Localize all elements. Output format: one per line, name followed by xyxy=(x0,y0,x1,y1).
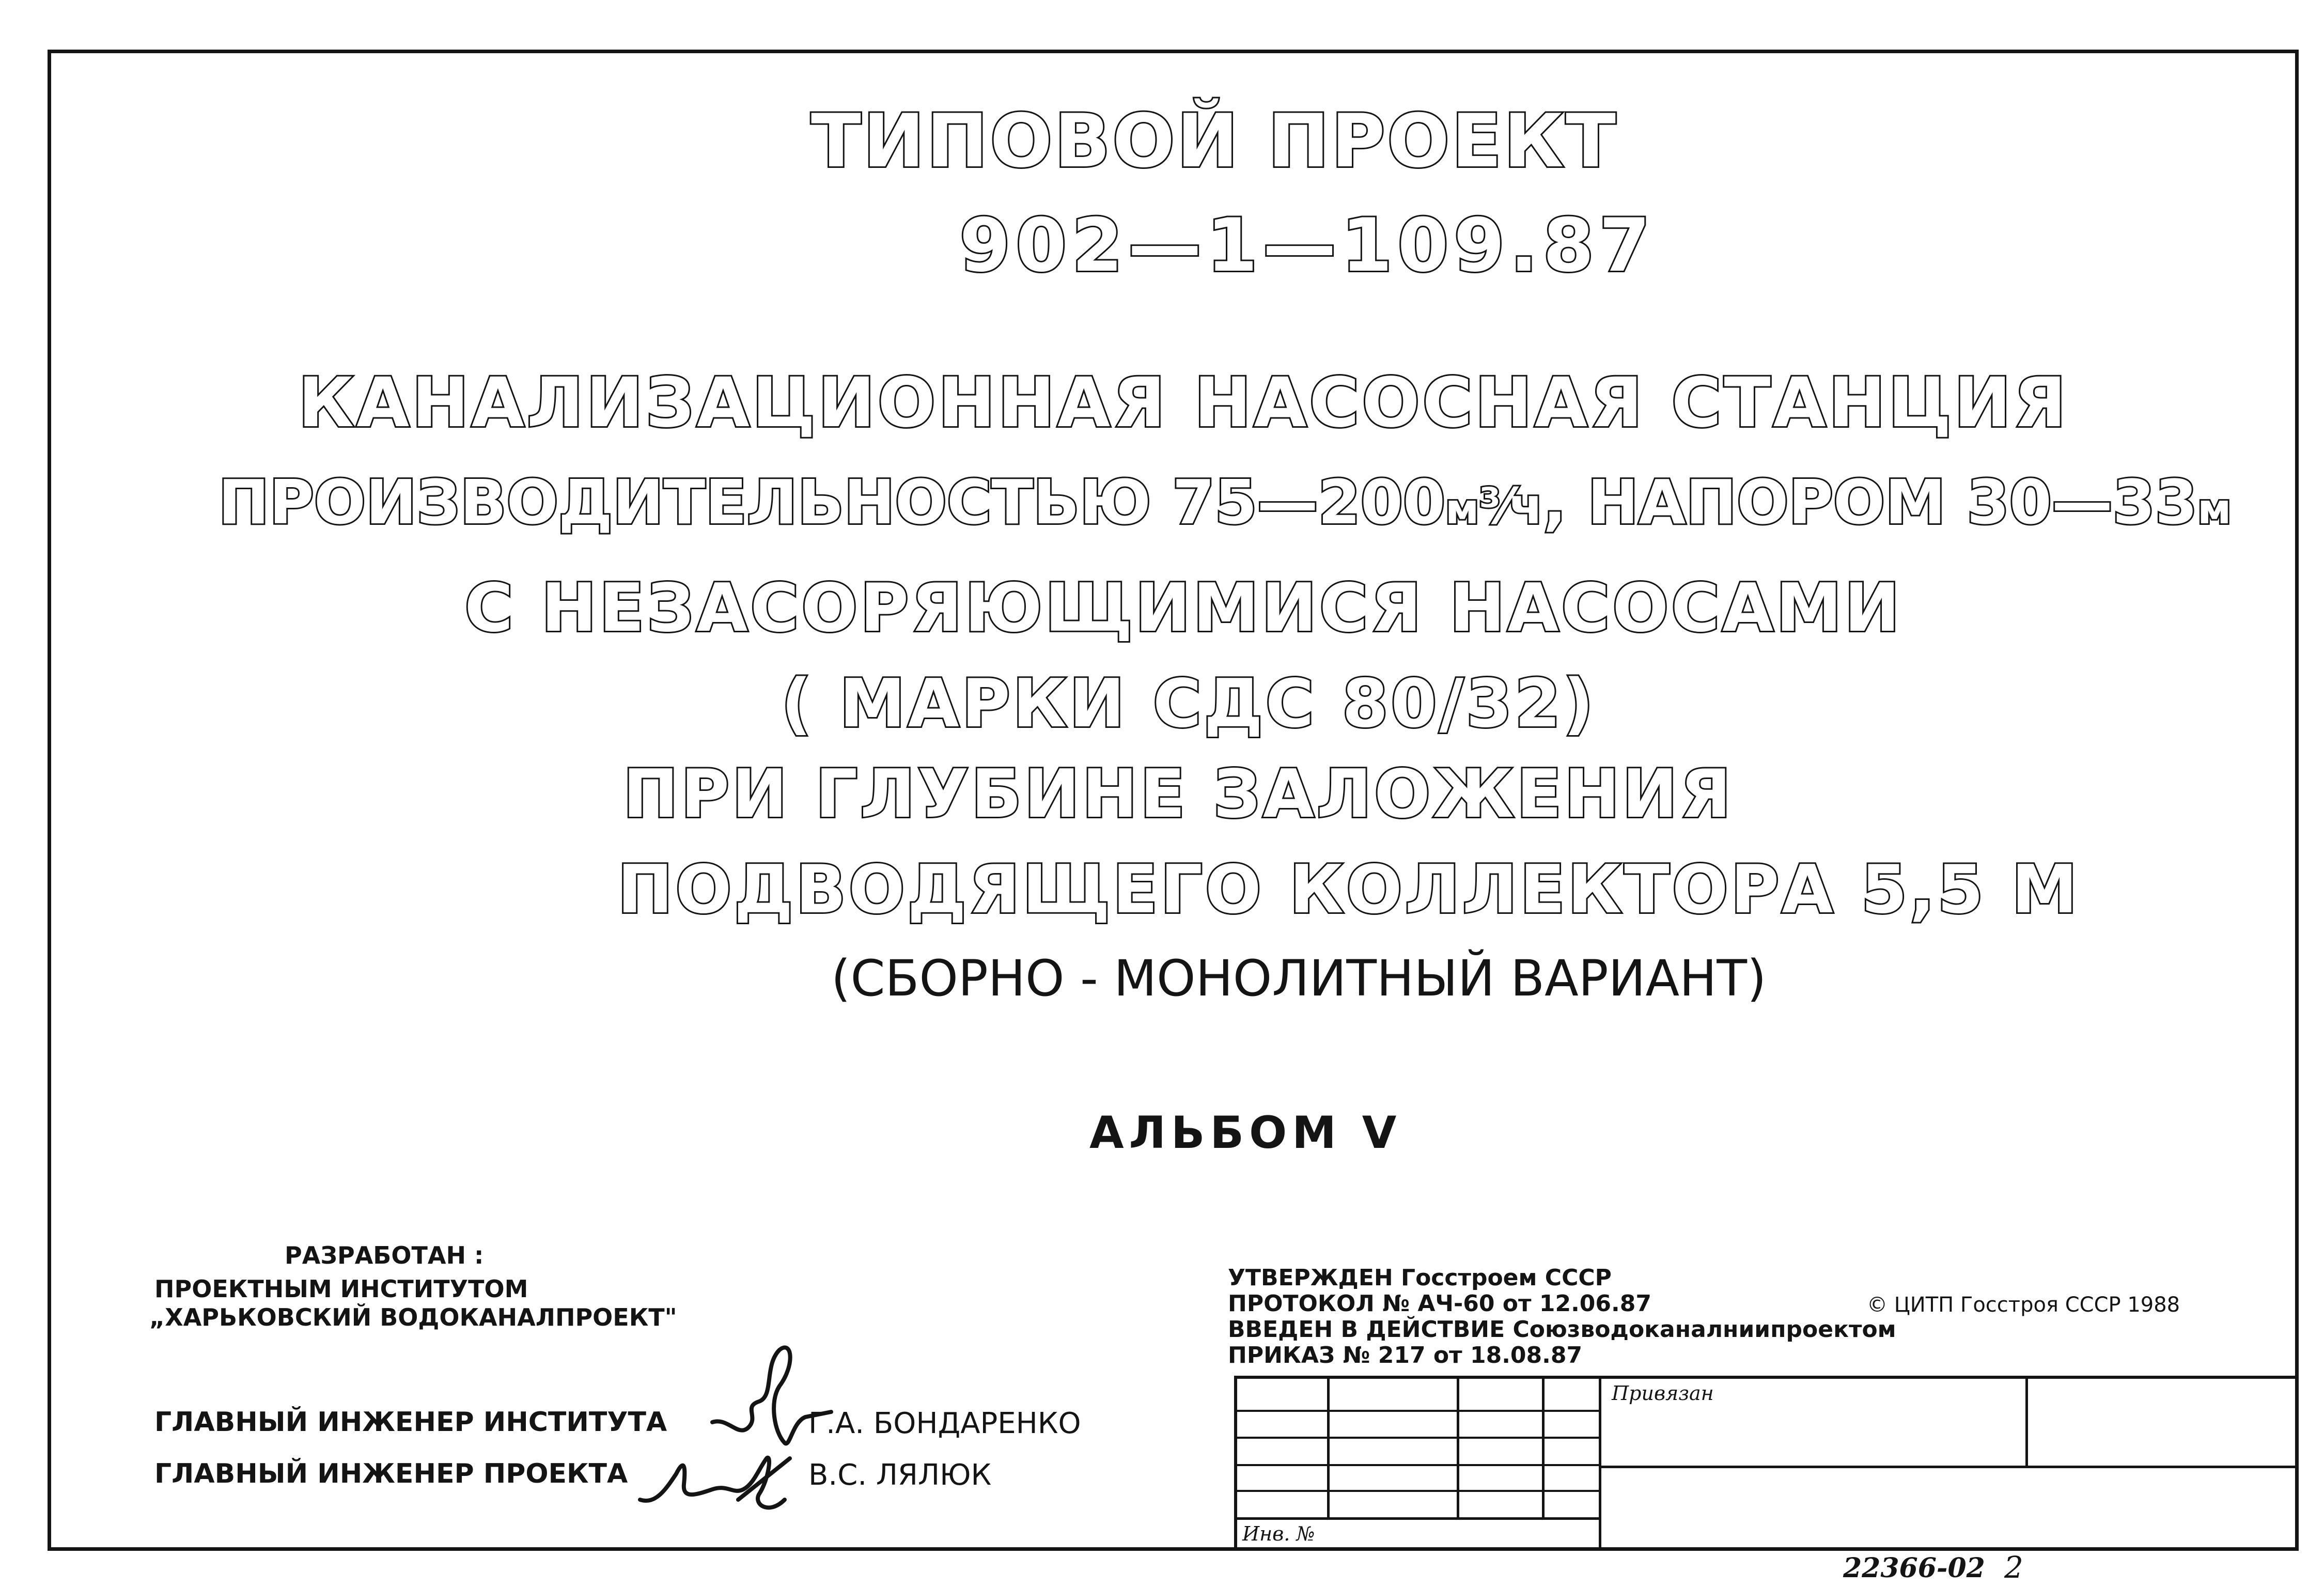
stamp-hline xyxy=(1237,1490,1599,1492)
stamp-hline xyxy=(1599,1466,2299,1468)
stamp-hline xyxy=(1237,1410,1599,1412)
chief-engineer-label: ГЛАВНЫЙ ИНЖЕНЕР ИНСТИТУТА xyxy=(154,1407,667,1438)
stamp-vline xyxy=(1542,1379,1545,1519)
copyright-line: © ЦИТП Госстроя СССР 1988 xyxy=(1867,1293,2180,1317)
project-engineer-name: В.С. ЛЯЛЮК xyxy=(808,1458,992,1492)
stamp-inventory-label: Инв. № xyxy=(1242,1522,1315,1545)
album-label: АЛЬБОМ V xyxy=(1089,1107,1402,1159)
order-line: ПРИКАЗ № 217 от 18.08.87 xyxy=(1228,1342,1583,1368)
stamp-bound-label: Привязан xyxy=(1612,1382,1714,1405)
enacted-line: ВВЕДЕН В ДЕЙСТВИЕ Союзводоканалниипроектом xyxy=(1228,1316,1896,1343)
title-line-5: С НЕЗАСОРЯЮЩИМИСЯ НАСОСАМИ xyxy=(464,570,1902,647)
project-number: 902—1—109.87 xyxy=(959,203,1656,288)
stamp-hline xyxy=(1237,1517,1599,1520)
page-number: 2 xyxy=(2004,1550,2023,1585)
stamp-grid xyxy=(1234,1376,2299,1551)
drawing-sheet-frame xyxy=(48,50,2299,1551)
protocol-line: ПРОТОКОЛ № АЧ-60 от 12.06.87 xyxy=(1228,1290,1651,1317)
chief-engineer-name: Г.А. БОНДАРЕНКО xyxy=(808,1407,1081,1440)
developer-org-line-2: „ХАРЬКОВСКИЙ ВОДОКАНАЛПРОЕКТ" xyxy=(149,1303,677,1331)
capacity-text: ПРОИЗВОДИТЕЛЬНОСТЬЮ 75—200 xyxy=(218,466,1445,538)
variant-subtitle: (СБОРНО - МОНОЛИТНЫЙ ВАРИАНТ) xyxy=(831,950,1767,1007)
approved-by: УТВЕРЖДЕН Госстроем СССР xyxy=(1228,1265,1612,1291)
stamp-vline xyxy=(1599,1379,1601,1551)
title-line-1: ТИПОВОЙ ПРОЕКТ xyxy=(810,99,1618,184)
title-line-6: ( МАРКИ СДС 80/32) xyxy=(781,665,1596,742)
developer-org-line-1: ПРОЕКТНЫМ ИНСТИТУТОМ xyxy=(154,1275,528,1303)
stamp-vline xyxy=(1327,1379,1330,1519)
title-line-4 xyxy=(51,466,2324,538)
stamp-hline xyxy=(1237,1464,1599,1466)
capacity-fraction: ³⁄ч xyxy=(1479,477,1543,535)
stamp-hline xyxy=(1237,1437,1599,1439)
signature-lyalyuk-icon xyxy=(635,1438,805,1520)
document-code: 22366-02 xyxy=(1843,1552,1985,1584)
stamp-vline xyxy=(1457,1379,1459,1519)
title-line-8: ПОДВОДЯЩЕГО КОЛЛЕКТОРА 5,5 М xyxy=(617,851,2080,928)
developer-heading: РАЗРАБОТАН : xyxy=(285,1241,484,1269)
project-engineer-label: ГЛАВНЫЙ ИНЖЕНЕР ПРОЕКТА xyxy=(154,1458,628,1489)
title-line-7: ПРИ ГЛУБИНЕ ЗАЛОЖЕНИЯ xyxy=(622,756,1734,833)
head-text: , НАПОРОМ 30—33 xyxy=(1543,466,2198,538)
head-unit: м xyxy=(2197,485,2232,533)
capacity-unit: м xyxy=(1445,485,1479,533)
stamp-vline xyxy=(2025,1379,2028,1468)
title-line-3: КАНАЛИЗАЦИОННАЯ НАСОСНАЯ СТАНЦИЯ xyxy=(298,363,2069,443)
